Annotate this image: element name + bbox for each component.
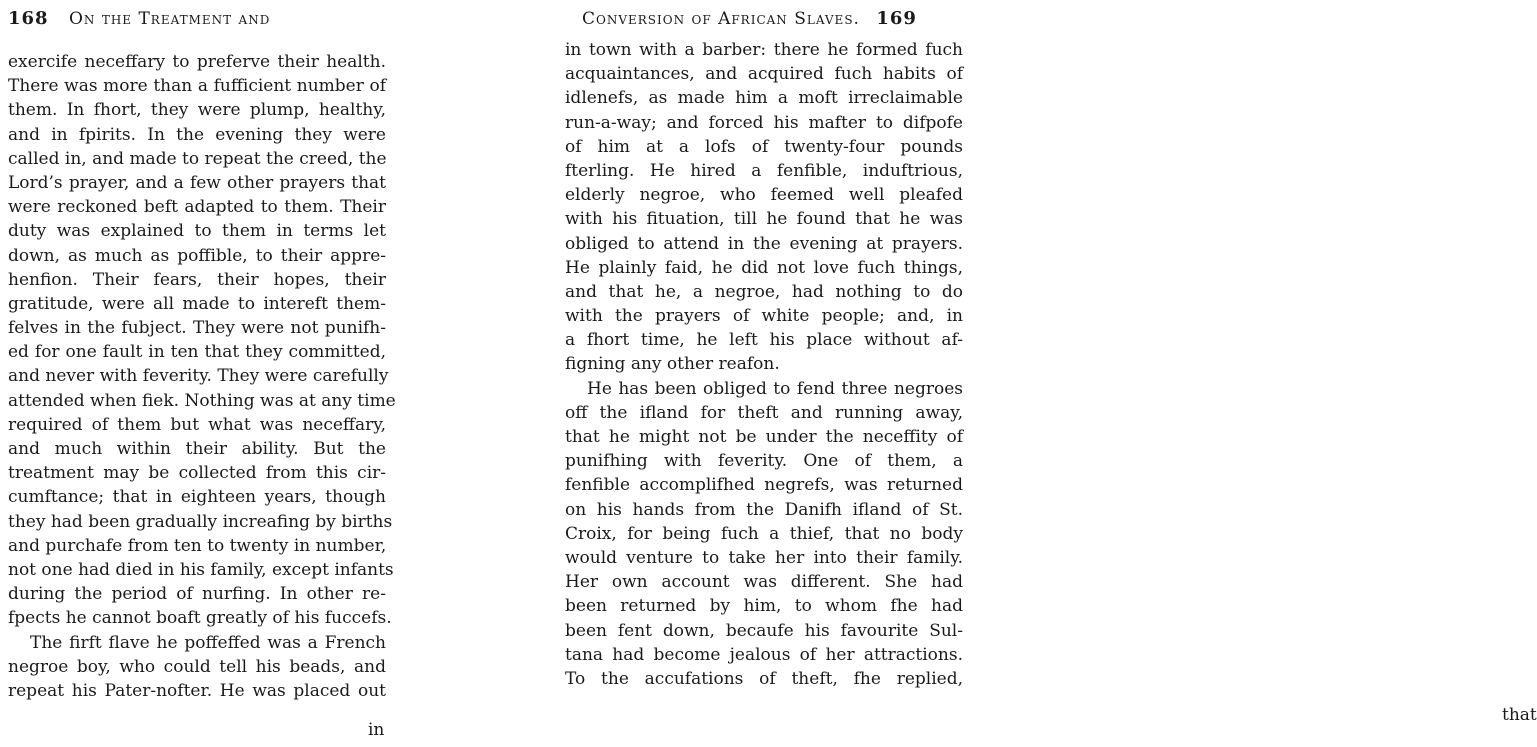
text-line: not one had died in his family, except infants — [8, 559, 394, 580]
text-line: and that he, a negroe, had nothing to do — [565, 281, 963, 302]
text-line: repeat his Pater-nofter. He was placed out — [8, 680, 386, 701]
text-line: He plainly faid, he did not love fuch things, — [565, 257, 963, 278]
text-line: negroe boy, who could tell his beads, and — [8, 656, 386, 677]
text-line: fterling. He hired a fenfible, induftrious, — [565, 160, 963, 181]
text-line: run-a-way; and forced his mafter to difpofe — [565, 112, 963, 133]
left-body-text — [8, 50, 396, 703]
text-line: obliged to attend in the evening at prayers. — [565, 233, 963, 254]
text-line: with his fituation, till he found that he was — [565, 209, 963, 230]
text-line: down, as much as poffible, to their appre- — [8, 245, 386, 266]
text-line: in town with a barber: there he formed fuch — [565, 40, 963, 60]
text-line: been fent down, becaufe his favourite Sul- — [565, 620, 963, 641]
paragraph-start-line: He has been obliged to fend three negroes — [587, 378, 963, 399]
text-line: were reckoned beft adapted to them. Their — [8, 197, 386, 218]
text-line: fpects he cannot boaft greatly of his fuccefs. — [8, 608, 392, 629]
text-line: punifhing with feverity. One of them, a — [565, 451, 963, 472]
text-line: would venture to take her into their family. — [565, 547, 963, 568]
text-line: required of them but what was neceffary, — [8, 414, 386, 435]
text-line: duty was explained to them in terms let — [8, 221, 386, 242]
text-line: been returned by him, to whom fhe had — [565, 596, 963, 617]
text-line: felves in the fubject. They were not punifh- — [8, 318, 386, 339]
text-line: on his hands from the Danifh ifland of St. — [565, 499, 963, 520]
text-line: figning any other reafon. — [565, 354, 780, 375]
text-line: a fhort time, he left his place without af- — [565, 330, 963, 351]
text-line: off the ifland for theft and running away, — [565, 402, 963, 423]
text-line: Lord’s prayer, and a few other prayers that — [8, 172, 386, 193]
text-line: cumftance; that in eighteen years, though — [8, 487, 386, 508]
text-line: of him at a lofs of twenty-four pounds — [565, 136, 963, 157]
paragraph-start-line: The firft flave he poffeffed was a French — [30, 632, 386, 653]
text-line: that he might not be under the neceffity of — [565, 427, 963, 447]
right-body-text — [565, 38, 963, 691]
text-line: ed for one fault in ten that they committed, — [8, 342, 386, 363]
text-line: and purchafe from ten to twenty in number, — [8, 535, 387, 556]
text-line: tana had become jealous of her attractions. — [565, 644, 963, 665]
text-line: exercife neceffary to preferve their health. — [8, 52, 386, 72]
text-line: Croix, for being fuch a thief, that no body — [565, 523, 963, 544]
text-line: called in, and made to repeat the creed, the — [8, 148, 387, 169]
text-line: elderly negroe, who feemed well pleafed — [565, 185, 963, 206]
text-line: treatment may be collected from this cir- — [8, 463, 386, 484]
text-line: henfion. Their fears, their hopes, their — [8, 269, 386, 290]
right-page-number: 169 — [876, 8, 917, 29]
left-running-title: On the Treatment and — [68, 9, 271, 29]
text-line: acquaintances, and acquired fuch habits of — [565, 64, 963, 85]
text-line: There was more than a fufficient number of — [8, 76, 386, 97]
text-line: idlenefs, as made him a moft irreclaimable — [565, 88, 963, 109]
text-line: and much within their ability. But the — [8, 439, 386, 459]
text-line: during the period of nurfing. In other re- — [8, 584, 386, 605]
text-line: they had been gradually increafing by births — [8, 511, 393, 532]
text-line: attended when fiek. Nothing was at any time — [8, 390, 396, 411]
text-line: and in fpirits. In the evening they were — [8, 124, 386, 145]
text-line: with the prayers of white people; and, in — [565, 306, 963, 327]
text-line: gratitude, were all made to intereft them- — [8, 293, 386, 314]
text-line: and never with feverity. They were carefully — [8, 366, 389, 387]
text-line: them. In fhort, they were plump, healthy, — [8, 100, 386, 121]
left-running-head — [8, 8, 270, 34]
text-line: Her own account was different. She had — [565, 572, 963, 593]
left-page-number: 168 — [8, 8, 49, 29]
right-running-head — [582, 8, 917, 34]
text-line: fenfible accomplifhed negrefs, was returned — [565, 475, 963, 496]
text-line: To the accufations of theft, fhe replied, — [565, 668, 963, 689]
left-catchword: in — [368, 720, 385, 740]
right-catchword: that — [1502, 705, 1537, 725]
right-running-title: Conversion of African Slaves. — [582, 9, 860, 29]
